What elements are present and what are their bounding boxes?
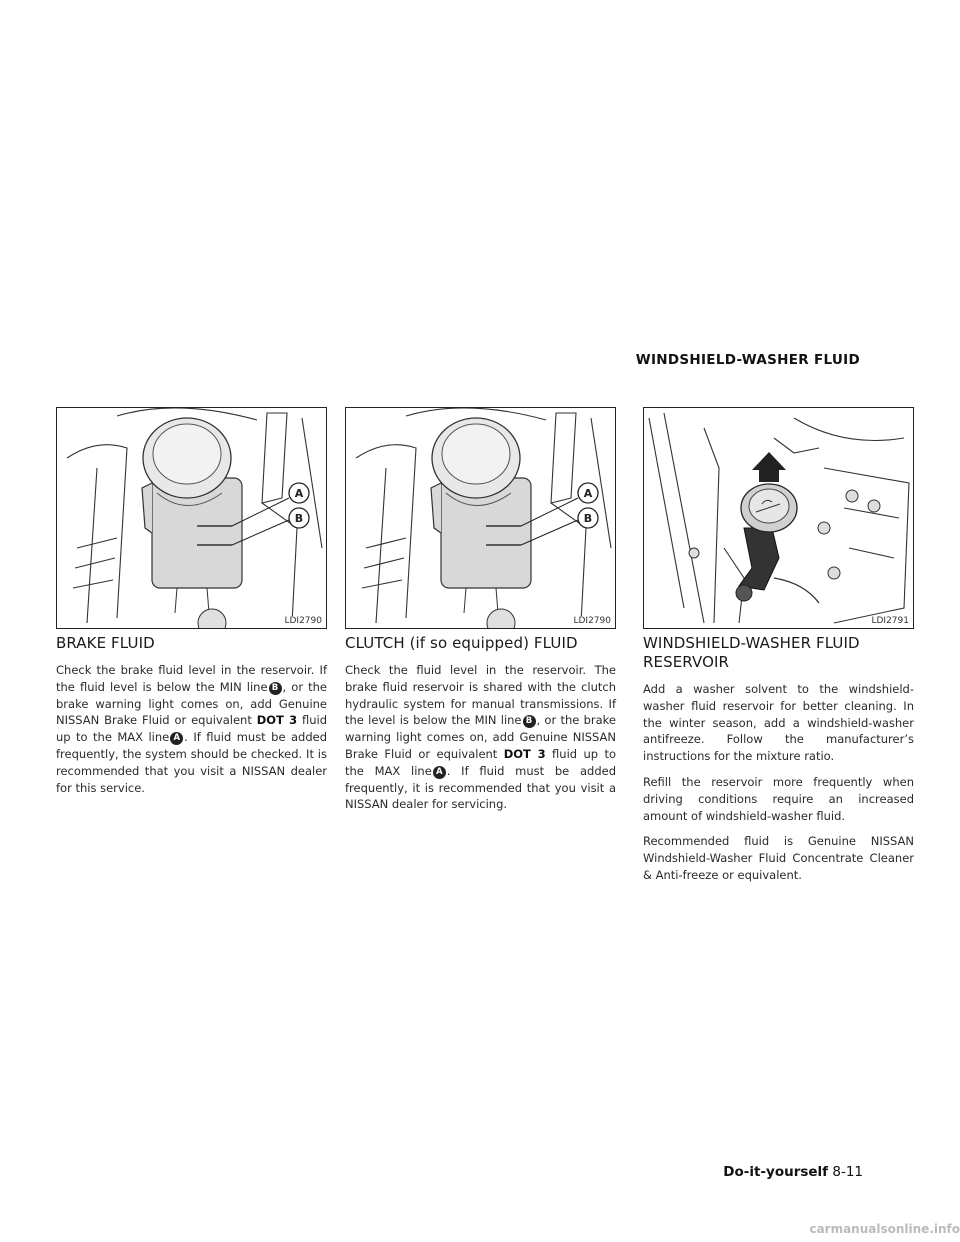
- brake-fluid-heading: BRAKE FLUID: [56, 634, 155, 652]
- callout-b: B: [294, 512, 304, 525]
- washer-reservoir-illustration: [643, 407, 914, 629]
- marker-a-icon: A: [433, 766, 446, 779]
- brake-fluid-section: [56, 634, 327, 805]
- washer-fluid-section: [643, 634, 914, 893]
- marker-a-icon: A: [170, 732, 183, 745]
- marker-b-icon: B: [523, 715, 536, 728]
- brake-reservoir-illustration: [56, 407, 327, 629]
- washer-drawing: [644, 408, 914, 629]
- section-heading: WINDSHIELD-WASHER FLUID: [635, 352, 860, 368]
- clutch-fluid-section: [345, 634, 616, 822]
- marker-b-icon: B: [269, 682, 282, 695]
- figure-code: LDI2791: [871, 616, 909, 626]
- footer-section: Do-it-yourself: [723, 1164, 829, 1180]
- callout-b: B: [583, 512, 593, 525]
- washer-fluid-heading: WINDSHIELD-WASHER FLUID RESERVOIR: [643, 634, 860, 671]
- clutch-fluid-paragraph: Check the fluid level in the reservoir. The brake fluid reservoir is shared with the clutch hydraulic system for manual transmissions. If the level is below the MIN line B , or the brake warning light comes on, add Genuine NISSAN Brake Fluid or equivalent DOT 3 fluid up to the MAX line A . If fluid must be added frequently, it is recommended that you visit a NISSAN dealer for servicing.: [345, 663, 616, 812]
- washer-paragraph-3: Recommended fluid is Genuine NISSAN Windshield-Washer Fluid Concentrate Cleaner & Anti-freeze or equivalent.: [643, 834, 914, 882]
- figure-code: LDI2790: [284, 616, 322, 626]
- page-number: 8-11: [832, 1164, 863, 1180]
- clutch-fluid-heading: CLUTCH (if so equipped) FLUID: [345, 634, 578, 652]
- brake-fluid-paragraph: Check the brake fluid level in the reservoir. If the fluid level is below the MIN line B , or the brake warning light comes on, add Genuine NISSAN Brake Fluid or equivalent DOT 3 fluid up to the MAX line A . If fluid must be added frequently, the system should be checked. It is recommended that you visit a NISSAN dealer for this service.: [56, 663, 327, 795]
- washer-paragraph-1: Add a washer solvent to the windshield-washer fluid reservoir for better cleaning. In the winter season, add a windshield-washer antifreeze. Follow the manufacturer’s instructions for the mixture ratio.: [643, 682, 914, 764]
- callout-a: A: [583, 487, 593, 500]
- page-footer: [600, 1164, 863, 1180]
- figure-code: LDI2790: [573, 616, 611, 626]
- reservoir-drawing: [346, 408, 616, 629]
- watermark: carmanualsonline.info: [809, 1222, 960, 1236]
- reservoir-drawing: [57, 408, 327, 629]
- callout-a: A: [294, 487, 304, 500]
- washer-paragraph-2: Refill the reservoir more frequently when driving conditions require an increased amount of windshield-washer fluid.: [643, 774, 914, 823]
- clutch-reservoir-illustration: [345, 407, 616, 629]
